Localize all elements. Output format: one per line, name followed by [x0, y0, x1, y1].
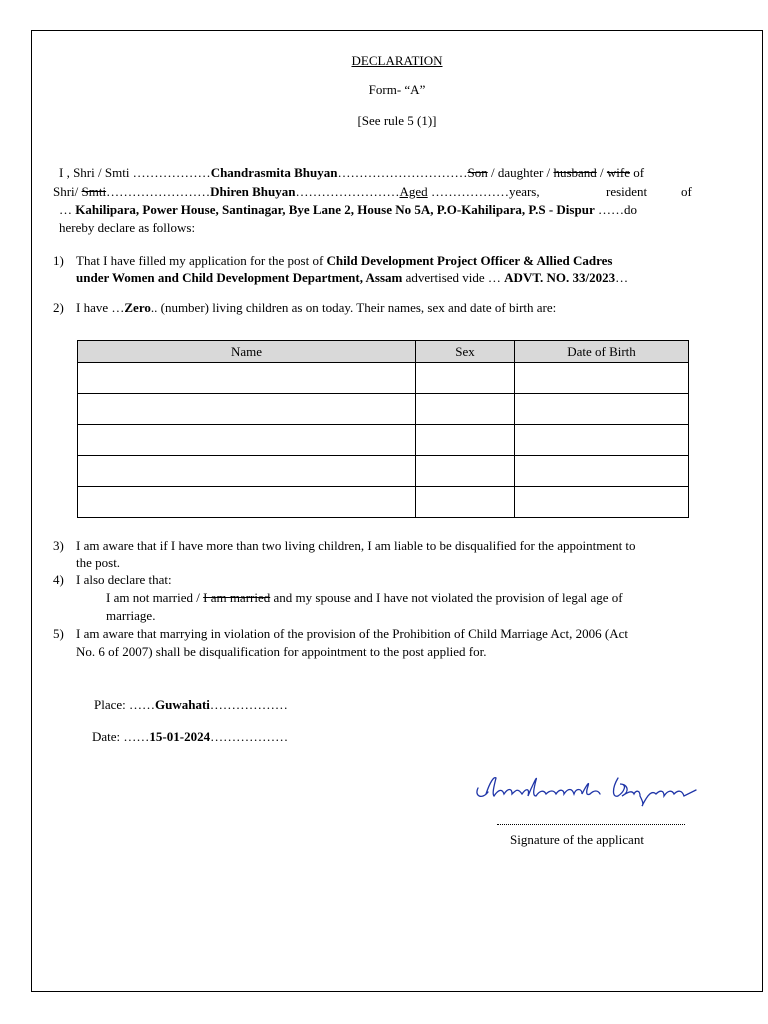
- intro-dots: …………………………: [337, 165, 468, 180]
- cell-sex: [416, 394, 515, 425]
- item-1-text: That I have filled my application for the post of: [76, 253, 324, 268]
- column-header-sex: Sex: [416, 341, 515, 363]
- aged-label: Aged: [399, 184, 428, 199]
- cell-name: [78, 425, 416, 456]
- intro-line-2: [53, 184, 540, 200]
- struck-husband: husband: [553, 165, 597, 180]
- applicant-address: Kahilipara, Power House, Santinagar, Bye Lane 2, House No 5A, P.O-Kahilipara, P.S - Dispur: [75, 202, 595, 217]
- children-count: Zero: [124, 300, 151, 315]
- table-row: [78, 394, 689, 425]
- declaration-title: DECLARATION: [351, 53, 443, 68]
- cell-dob: [515, 487, 689, 518]
- intro-text: / daughter /: [490, 165, 551, 180]
- cell-name: [78, 394, 416, 425]
- intro-text: of: [633, 165, 645, 180]
- intro-text: /: [600, 165, 604, 180]
- intro-dots: …: [59, 202, 72, 217]
- cell-name: [78, 363, 416, 394]
- item-5-line-2: No. 6 of 2007) shall be disqualification for appointment to the post applied for.: [76, 644, 487, 659]
- cell-sex: [416, 363, 515, 394]
- of-label: of: [681, 184, 692, 199]
- intro-line-1: [59, 165, 644, 181]
- item-1-line-1: [76, 253, 613, 269]
- department-name: under Women and Child Development Department, Assam: [76, 270, 403, 285]
- item-2-text: I have …: [76, 300, 125, 315]
- intro-dots: ……………………: [295, 184, 400, 199]
- intro-line-4: hereby declare as follows:: [59, 220, 196, 235]
- cell-sex: [416, 425, 515, 456]
- resident-label: resident: [606, 184, 648, 199]
- item-3-line-1: I am aware that if I have more than two living children, I am liable to be disqualified for the appointment to: [76, 538, 636, 553]
- intro-text: I , Shri / Smti ………………: [59, 165, 211, 180]
- cell-dob: [515, 456, 689, 487]
- place-dots: ………………: [209, 697, 288, 712]
- struck-married: I am married: [203, 590, 271, 605]
- cell-dob: [515, 425, 689, 456]
- column-header-dob: Date of Birth: [515, 341, 689, 363]
- item-4-line-3: marriage.: [106, 608, 156, 623]
- intro-line-3: [59, 202, 637, 218]
- rule-reference: [See rule 5 (1)]: [357, 113, 437, 128]
- place-value: Guwahati: [155, 697, 210, 712]
- post-name: Child Development Project Officer & Allied Cadres: [326, 253, 613, 268]
- date-value: 15-01-2024: [149, 729, 211, 744]
- date-label: Date: ……: [92, 729, 150, 744]
- item-5-number: 5): [53, 626, 64, 641]
- date-dots: ………………: [210, 729, 289, 744]
- item-2-number: 2): [53, 300, 64, 315]
- intro-text: Shri/: [53, 184, 79, 199]
- struck-son: Son: [467, 165, 488, 180]
- cell-sex: [416, 456, 515, 487]
- cell-dob: [515, 363, 689, 394]
- item-3-number: 3): [53, 538, 64, 553]
- cell-name: [78, 487, 416, 518]
- table-row: [78, 425, 689, 456]
- advertisement-number: ADVT. NO. 33/2023: [504, 270, 616, 285]
- table-row: [78, 487, 689, 518]
- title-row: [32, 53, 762, 69]
- item-4-text: I am not married /: [106, 590, 200, 605]
- handwritten-signature: [472, 766, 702, 811]
- struck-wife: wife: [606, 165, 631, 180]
- item-4-text: and my spouse and I have not violated the provision of legal age of: [273, 590, 623, 605]
- children-table: [77, 340, 689, 518]
- item-2-line: [76, 300, 556, 316]
- cell-dob: [515, 394, 689, 425]
- declaration-page: [31, 30, 763, 992]
- intro-text: ………………years,: [430, 184, 540, 199]
- signature-caption: Signature of the applicant: [510, 832, 644, 847]
- cell-sex: [416, 487, 515, 518]
- item-1-dots: …: [615, 270, 629, 285]
- table-row: [78, 363, 689, 394]
- intro-dots: ……………………: [106, 184, 211, 199]
- item-2-text: .. (number) living children as on today. Their names, sex and date of birth are:: [150, 300, 557, 315]
- signature-line: [497, 824, 685, 825]
- item-1-text: advertised vide …: [405, 270, 501, 285]
- cell-name: [78, 456, 416, 487]
- place-line: [94, 697, 288, 713]
- struck-smti: Smti: [81, 184, 107, 199]
- item-3-line-2: the post.: [76, 555, 121, 570]
- item-1-line-2: [76, 270, 628, 286]
- table-header-row: [78, 341, 689, 363]
- father-name: Dhiren Bhuyan: [210, 184, 296, 199]
- applicant-name: Chandrasmita Bhuyan: [210, 165, 338, 180]
- form-label: Form- “A”: [368, 82, 426, 97]
- item-5-line-1: I am aware that marrying in violation of the provision of the Prohibition of Child Marriage Act, 2006 (Act: [76, 626, 629, 641]
- item-4-line-2: [106, 590, 623, 606]
- item-4-line-1: I also declare that:: [76, 572, 172, 587]
- item-4-number: 4): [53, 572, 64, 587]
- item-1-number: 1): [53, 253, 64, 268]
- table-row: [78, 456, 689, 487]
- place-label: Place: ……: [94, 697, 156, 712]
- date-line: [92, 729, 288, 745]
- column-header-name: Name: [78, 341, 416, 363]
- intro-text: ……do: [597, 202, 637, 217]
